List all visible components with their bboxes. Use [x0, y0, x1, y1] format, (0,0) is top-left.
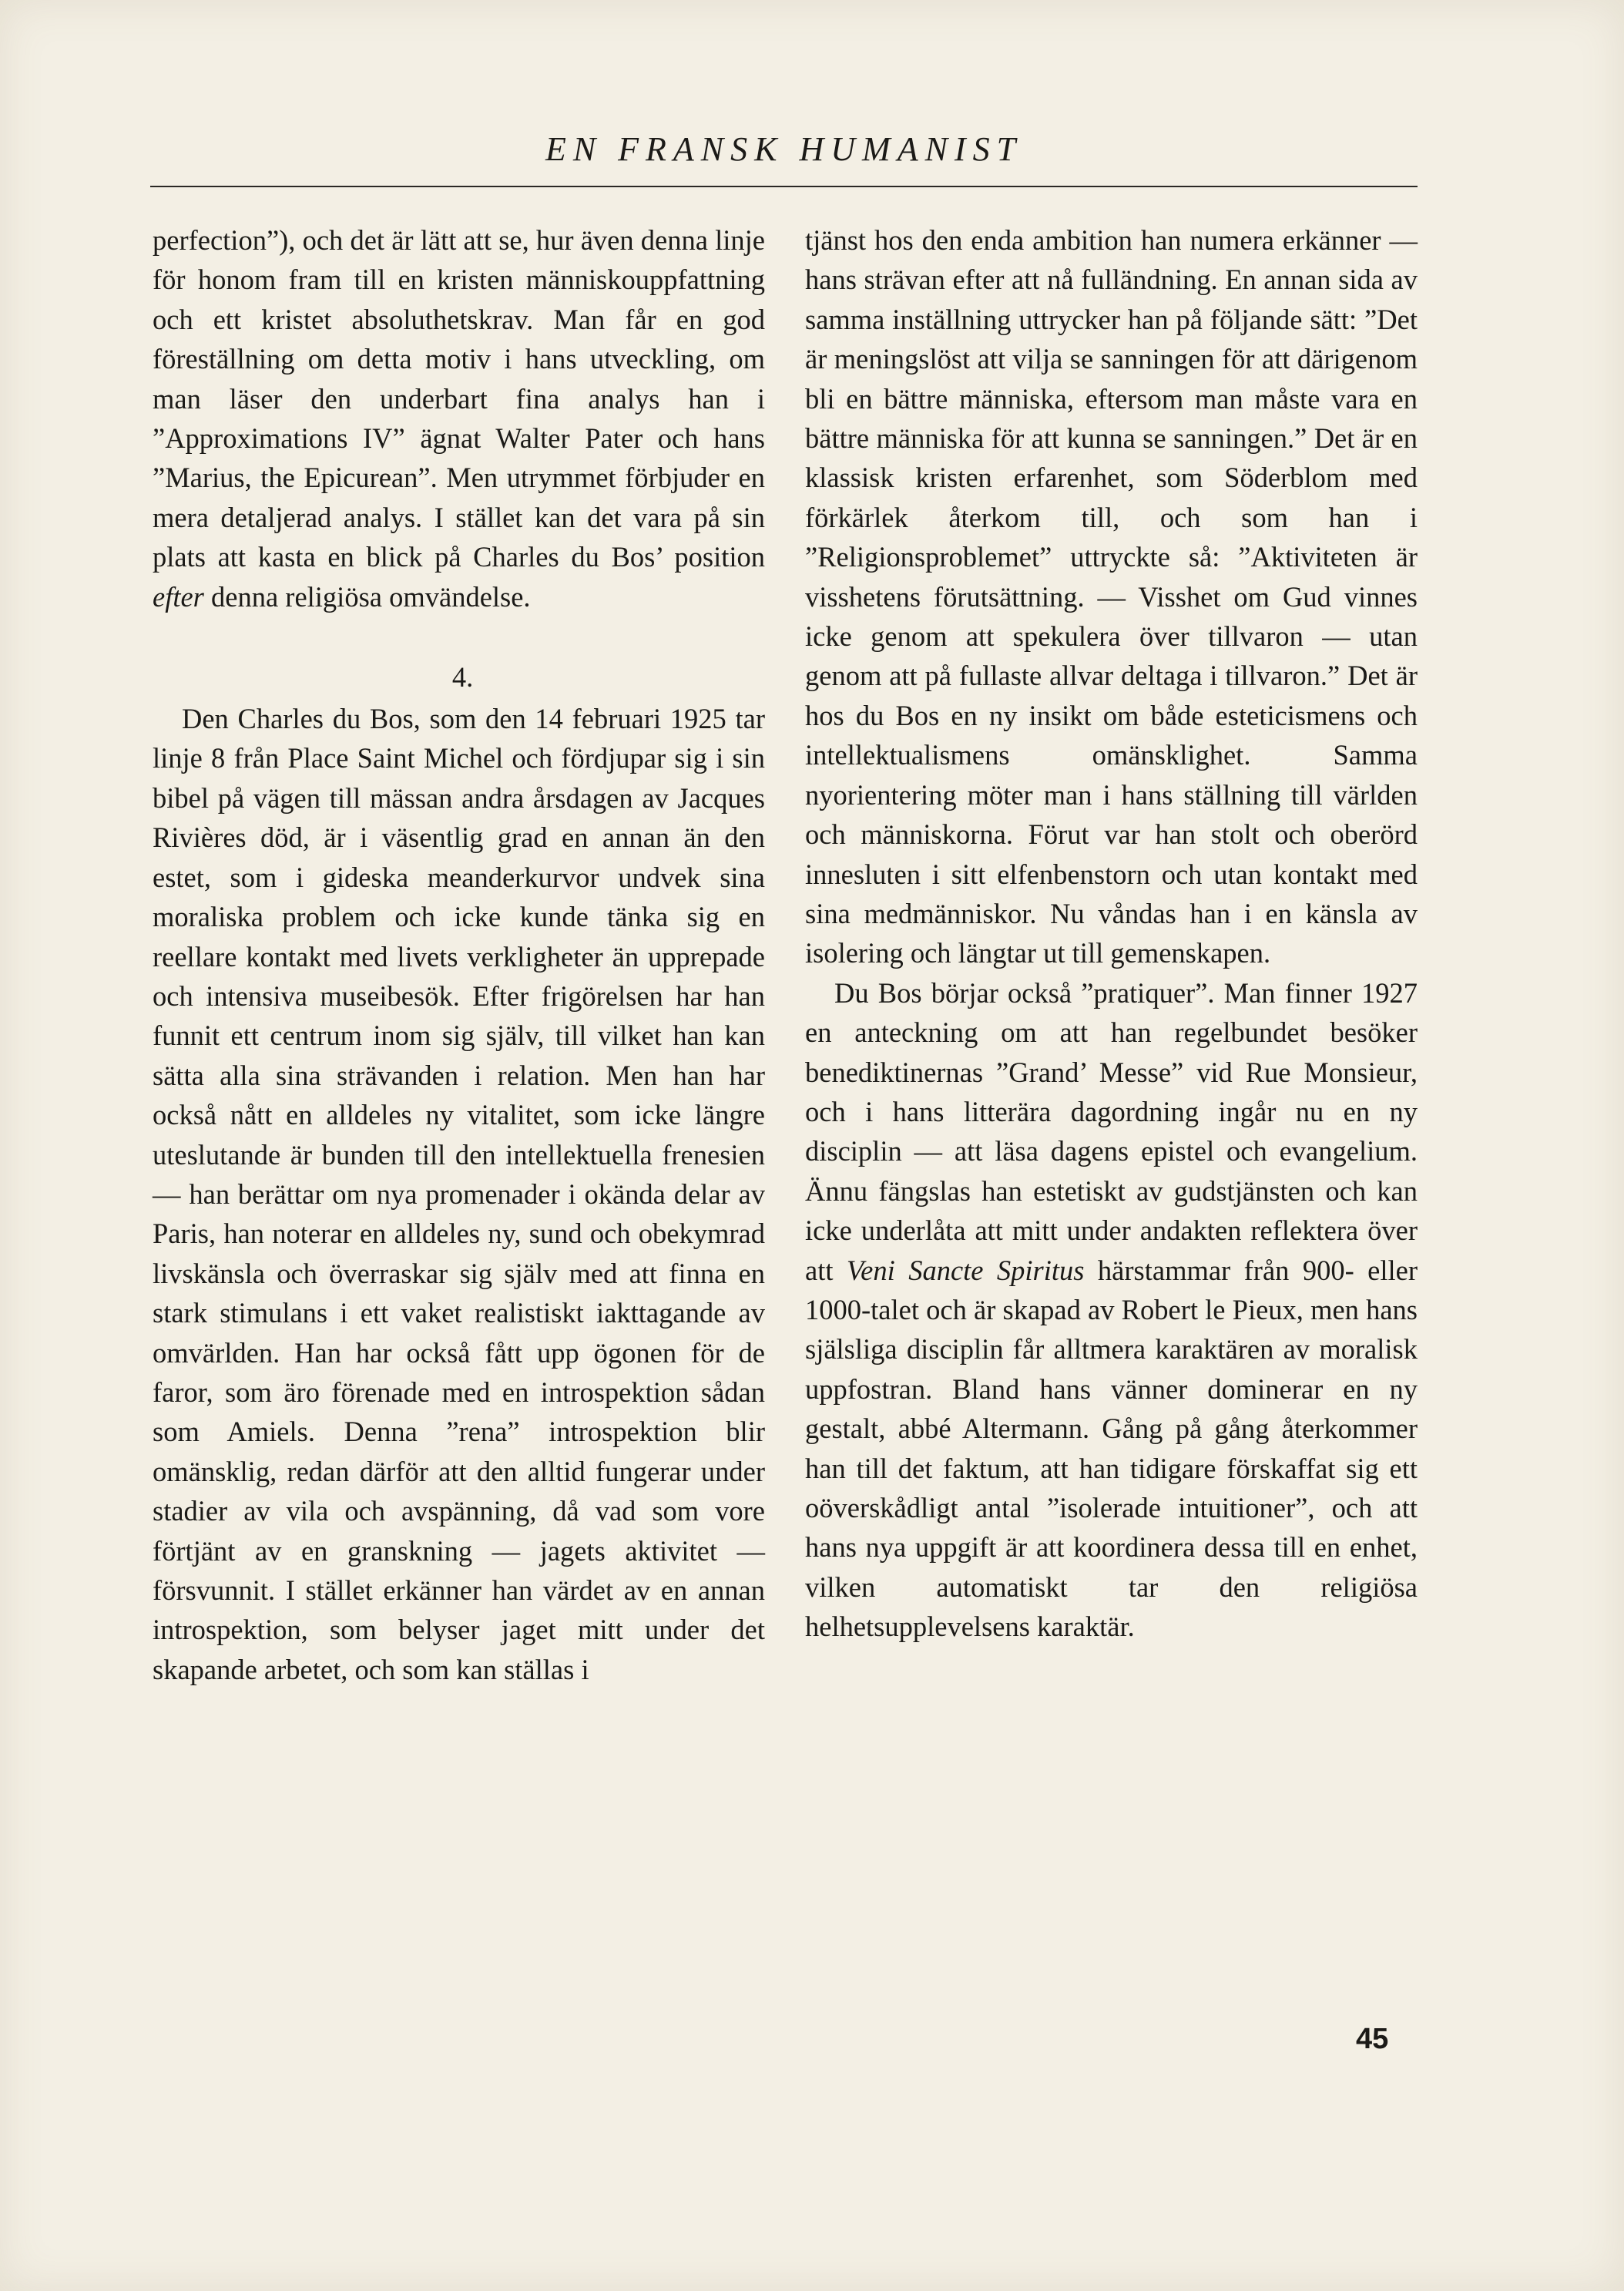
right-column — [805, 220, 1418, 1647]
section-number: 4. — [451, 661, 474, 694]
left-paragraph-1-text-b: denna religiösa omvändelse. — [203, 580, 531, 613]
left-paragraph-1-text-a: perfection”), och det är lätt att se, hur även denna linje för honom fram till en kristen människouppfattning och ett kristet absoluthetskrav. Man får en god föreställning om detta motiv i hans utveckling, om man läser den underbart fina analys han i ”Approximations IV” ägnat Walter Pater och hans ”Marius, the Epicurean”. Men utrymmet förbjuder en mera detaljerad analys. I stället kan det vara på sin plats att kasta en blick på Charles du Bos’ position — [153, 224, 765, 573]
running-header: EN FRANSK HUMANIST — [545, 130, 1023, 168]
header-rule — [150, 186, 1418, 187]
left-column — [153, 220, 765, 1689]
page-number: 45 — [1356, 2023, 1389, 2055]
left-paragraph-1 — [153, 220, 765, 616]
right-paragraph-1: tjänst hos den enda ambition han numera erkänner — hans strävan efter att nå fulländning. En annan sida av samma inställning uttrycker han på följande sätt: ”Det är meningslöst att vilja se sanningen för att därigenom bli en bättre människa, eftersom man måste vara en bättre människa för att kunna se sanningen.” Det är en klassisk kristen erfarenhet, som Söderblom med förkärlek återkom till, och som han i ”Religionsproblemet” uttryckte så: ”Aktiviteten är visshetens förutsättning. — Visshet om Gud vinnes icke genom att spekulera över tillvaron — utan genom att på fullaste allvar deltaga i tillvaron.” Det är hos du Bos en ny insikt om både esteticismens och intellektualismens omänsklighet. Samma nyorientering möter man i hans ställning till världen och människorna. Förut var han stolt och oberörd innesluten i sitt elfenbenstorn och utan kontakt med sina medmänniskor. Nu våndas han i en känsla av isolering och längtar ut till gemenskapen. — [805, 224, 1418, 969]
right-paragraph-2-text-b: härstammar från 900- eller 1000-talet och är skapad av Robert le Pieux, men hans själsliga disciplin får alltmera karaktären av moralisk uppfostran. Bland hans vänner dominerar en ny gestalt, abbé Altermann. Gång på gång återkommer han till det faktum, att han tidigare förskaffat sig ett oöverskådligt antal ”isolerade intuitioner”, och att hans nya uppgift är att koordinera dessa till en enhet, vilken automatiskt tar den religiösa helhetsupplevelsens karaktär. — [805, 1254, 1418, 1643]
right-paragraph-2 — [805, 973, 1418, 1647]
left-paragraph-1-emphasis: efter — [153, 580, 204, 613]
right-paragraph-2-text-a: Du Bos börjar också ”pratiquer”. Man finner 1927 en anteckning om att han regelbundet besöker benediktinernas ”Grand’ Messe” vid Rue Monsieur, och i hans litterära dagordning ingår nu en ny disciplin — att läsa dagens epistel och evangelium. Ännu fängslas han estetiskt av gudstjänsten och kan icke underlåta att mitt under andakten reflektera över att — [805, 976, 1418, 1286]
right-paragraph-2-emphasis: Veni Sancte Spiritus — [846, 1254, 1085, 1286]
left-paragraph-2: Den Charles du Bos, som den 14 februari 1925 tar linje 8 från Place Saint Michel och fördjupar sig i sin bibel på vägen till mässan andra årsdagen av Jacques Rivières död, är i väsentlig grad en annan än den estet, som i gideska meanderkurvor undvek sina moraliska problem och icke kunde tänka sig en reellare kontakt med livets verkligheter än upprepade och intensiva museibesök. Efter frigörelsen har han funnit ett centrum inom sig själv, till vilket han kan sätta alla sina strävanden i relation. Men han har också nått en alldeles ny vitalitet, som icke längre uteslutande är bunden till den intellektuella frenesien — han berättar om nya promenader i okända delar av Paris, han noterar en alldeles ny, sund och obekymrad livskänsla och överraskar sig själv med att finna en stark stimulans i ett vaket realistiskt iakttagande av omvärlden. Han har också fått upp ögonen för de faror, som äro förenade med en introspektion sådan som Amiels. Denna ”rena” introspektion blir omänsklig, redan därför att den alltid fungerar under stadier av vila och avspänning, då vad som vore förtjänt av en granskning — jagets aktivitet — försvunnit. I stället erkänner han värdet av en annan introspektion, som belyser jaget mitt under det skapande arbetet, och som kan ställas i — [153, 703, 765, 1685]
